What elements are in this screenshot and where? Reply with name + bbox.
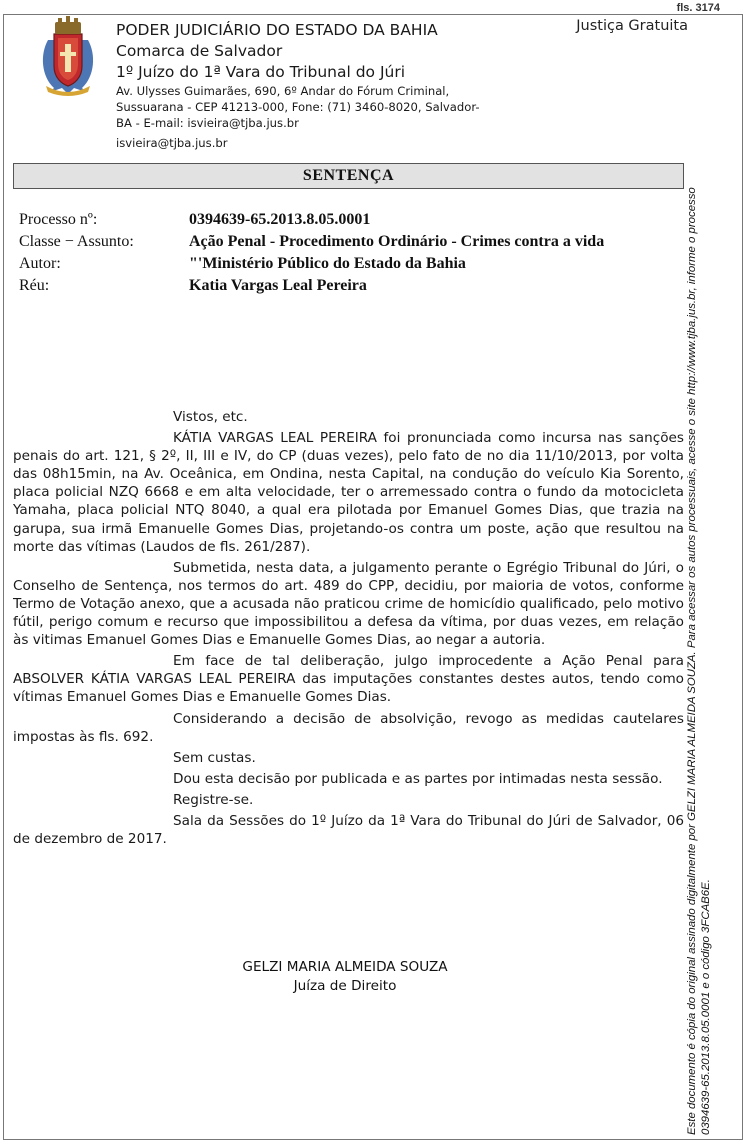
paragraph-vistos: Vistos, etc.: [173, 409, 248, 425]
page-number: fls. 3174: [676, 2, 720, 14]
header-line-3: 1º Juízo do 1ª Vara do Tribunal do Júri: [116, 63, 406, 81]
paragraph-custas: Sem custas.: [173, 749, 256, 766]
reu-row: [19, 276, 669, 295]
case-info: [19, 210, 669, 298]
header-email: isvieira@tjba.jus.br: [116, 136, 228, 150]
classe-row: [19, 232, 669, 251]
paragraph-publicacao: Dou esta decisão por publicada e as partes por intimadas nesta sessão.: [173, 770, 663, 787]
classe-value: Ação Penal - Procedimento Ordinário - Crimes contra a vida: [189, 233, 605, 250]
side-note-line-1: Este documento é cópia do original assinado digitalmente por GELZI MARIA ALMEIDA SOUZA. Para acessar os autos processuais, acesse o site http://www.tjba.jus.br, informe o processo: [686, 187, 698, 1135]
sentence-body: [13, 408, 684, 851]
justica-gratuita: Justiça Gratuita: [576, 18, 688, 34]
paragraph-local-data: Sala da Sessões do 1º Juízo da 1ª Vara do Tribunal do Júri de Salvador, 06 de dezembro de 2017.: [13, 812, 684, 848]
paragraph-pronuncia: KÁTIA VARGAS LEAL PEREIRA foi pronunciada como incursa nas sanções penais do art. 121, § 2º, II, III e IV, do CP (duas vezes), pelo fato de no dia 11/10/2013, por volta das 08h15min, na Av. Oceânica, em Ondina, nesta Capital, na condução do veículo Kia Sorento, placa policial NZQ 6668 e em alta velocidade, ter o arremessado contra o fundo da motocicleta Yamaha, placa policial NTQ 8040, a qual era pilotada por Emanuel Gomes Dias, que trazia na garupa, sua irmã Emanuelle Gomes Dias, projetando-os contra um poste, ação que resultou na morte das vítimas (Laudos de fls. 261/287).: [13, 430, 684, 555]
paragraph-absolvicao: Em face de tal deliberação, julgo improcedente a Ação Penal para ABSOLVER KÁTIA VARGAS LEAL PEREIRA das imputações constantes destes autos, tendo como vítimas Emanuel Gomes Dias e Emanuelle Gomes Dias.: [13, 653, 684, 706]
document-title: SENTENÇA: [13, 163, 684, 189]
paragraph-registro: Registre-se.: [173, 791, 254, 808]
autor-row: [19, 254, 669, 273]
header-address-2: Sussuarana - CEP 41213-000, Fone: (71) 3460-8020, Salvador-: [116, 100, 480, 114]
digital-signature-note: [685, 135, 713, 1135]
autor-value: "'Ministério Público do Estado da Bahia: [189, 255, 466, 272]
paragraph-cautelares: Considerando a decisão de absolvição, revogo as medidas cautelares impostas às fls. 692.: [13, 710, 684, 745]
side-note-line-2: 0394639-65.2013.8.05.0001 e o código 3FCAB6E.: [700, 879, 712, 1135]
reu-value: Katia Vargas Leal Pereira: [189, 277, 367, 294]
reu-label: Réu:: [19, 277, 50, 294]
header-line-2: Comarca de Salvador: [116, 42, 283, 60]
header-address-1: Av. Ulysses Guimarães, 690, 6º Andar do Fórum Criminal,: [116, 84, 450, 98]
court-header: [116, 20, 480, 151]
paragraph-julgamento: Submetida, nesta data, a julgamento perante o Egrégio Tribunal do Júri, o Conselho de Sentença, nos termos do art. 489 do CPP, decidiu, por maioria de votos, conforme Termo de Votação anexo, que a acusada não praticou crime de homicídio qualificado, pelo motivo fútil, perigo comum e recurso que impossibilitou a defesa da vítima, por duas vezes, em relação às vitimas Emanuel Gomes Dias e Emanuelle Gomes Dias, ao negar a autoria.: [13, 559, 684, 649]
processo-label: Processo nº:: [19, 211, 98, 228]
processo-row: [19, 210, 669, 229]
autor-label: Autor:: [19, 255, 61, 272]
coat-of-arms-icon: [38, 14, 98, 96]
header-address-3: BA - E-mail: isvieira@tjba.jus.br: [116, 116, 299, 130]
signature-block: [200, 958, 490, 996]
processo-value: 0394639-65.2013.8.05.0001: [189, 211, 371, 228]
header-line-1: PODER JUDICIÁRIO DO ESTADO DA BAHIA: [116, 21, 438, 39]
classe-label: Classe − Assunto:: [19, 233, 134, 250]
signer-name: GELZI MARIA ALMEIDA SOUZA: [242, 959, 448, 975]
signer-role: Juíza de Direito: [293, 978, 397, 994]
